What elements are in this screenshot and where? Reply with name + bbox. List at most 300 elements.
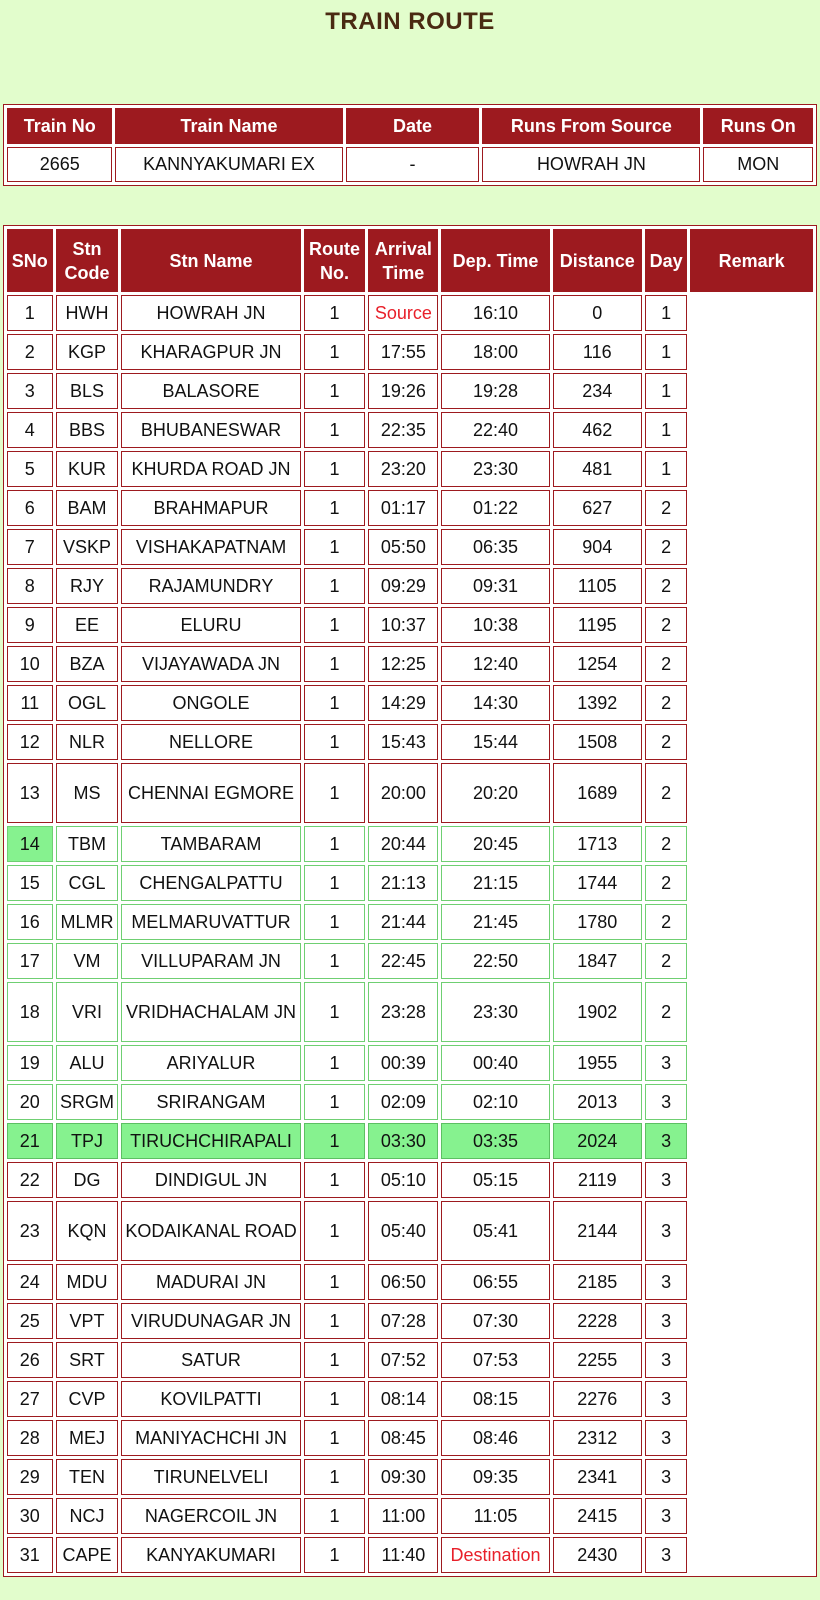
stn-code-cell: BZA	[56, 646, 119, 682]
day-cell: 1	[645, 334, 688, 370]
distance-cell: 2255	[553, 1342, 642, 1378]
arrival-time-cell: 05:40	[368, 1201, 438, 1261]
remark-cell	[690, 529, 813, 565]
stn-code-cell: KUR	[56, 451, 119, 487]
sno-cell: 1	[7, 295, 53, 331]
dep-time-cell: 16:10	[441, 295, 549, 331]
route-no-cell: 1	[304, 1084, 366, 1120]
distance-cell: 116	[553, 334, 642, 370]
stn-code-cell: TBM	[56, 826, 119, 862]
distance-cell: 2228	[553, 1303, 642, 1339]
remark-cell	[690, 982, 813, 1042]
arrival-time-cell: 15:43	[368, 724, 438, 760]
table-row	[7, 334, 813, 370]
train-no-value: 2665	[7, 147, 112, 182]
stn-name-cell: CHENNAI EGMORE	[121, 763, 300, 823]
stn-name-cell: KANYAKUMARI	[121, 1537, 300, 1573]
arrival-time-cell: 09:30	[368, 1459, 438, 1495]
stn-code-cell: BBS	[56, 412, 119, 448]
route-no-header: Route No.	[304, 229, 366, 292]
route-no-cell: 1	[304, 295, 366, 331]
sno-cell: 29	[7, 1459, 53, 1495]
table-row	[7, 1303, 813, 1339]
sno-cell: 30	[7, 1498, 53, 1534]
sno-cell: 23	[7, 1201, 53, 1261]
day-cell: 2	[645, 904, 688, 940]
stn-code-cell: KQN	[56, 1201, 119, 1261]
remark-cell	[690, 943, 813, 979]
arrival-time-cell: 14:29	[368, 685, 438, 721]
stn-name-cell: KHURDA ROAD JN	[121, 451, 300, 487]
table-row	[7, 865, 813, 901]
stn-code-header: Stn Code	[56, 229, 119, 292]
dep-time-cell: 15:44	[441, 724, 549, 760]
stn-name-cell: TAMBARAM	[121, 826, 300, 862]
day-cell: 3	[645, 1459, 688, 1495]
arrival-time-cell: 00:39	[368, 1045, 438, 1081]
distance-cell: 1105	[553, 568, 642, 604]
dep-time-cell: 23:30	[441, 982, 549, 1042]
distance-cell: 2276	[553, 1381, 642, 1417]
stn-code-cell: MS	[56, 763, 119, 823]
dep-time-cell: 11:05	[441, 1498, 549, 1534]
arrival-time-cell: 06:50	[368, 1264, 438, 1300]
route-no-cell: 1	[304, 1162, 366, 1198]
stn-name-cell: NAGERCOIL JN	[121, 1498, 300, 1534]
arrival-time-cell: 10:37	[368, 607, 438, 643]
day-cell: 2	[645, 490, 688, 526]
stn-code-cell: MEJ	[56, 1420, 119, 1456]
table-row	[7, 1537, 813, 1573]
route-no-cell: 1	[304, 607, 366, 643]
arrival-time-cell: 19:26	[368, 373, 438, 409]
arrival-time-cell: 20:00	[368, 763, 438, 823]
arrival-time-cell: 11:00	[368, 1498, 438, 1534]
day-cell: 3	[645, 1162, 688, 1198]
stn-name-cell: SRIRANGAM	[121, 1084, 300, 1120]
distance-header: Distance	[553, 229, 642, 292]
stn-name-cell: TIRUCHCHIRAPALI	[121, 1123, 300, 1159]
remark-cell	[690, 763, 813, 823]
dep-time-cell: 05:15	[441, 1162, 549, 1198]
distance-cell: 2024	[553, 1123, 642, 1159]
distance-cell: 1744	[553, 865, 642, 901]
dep-time-cell: 10:38	[441, 607, 549, 643]
dep-time-cell: 07:30	[441, 1303, 549, 1339]
day-cell: 2	[645, 943, 688, 979]
date-value: -	[346, 147, 480, 182]
stn-name-cell: VIJAYAWADA JN	[121, 646, 300, 682]
runs-on-header: Runs On	[703, 108, 813, 144]
remark-cell	[690, 724, 813, 760]
sno-header: SNo	[7, 229, 53, 292]
train-name-header: Train Name	[115, 108, 342, 144]
dep-time-cell: 14:30	[441, 685, 549, 721]
dep-time-cell: 09:35	[441, 1459, 549, 1495]
dep-time-cell: 00:40	[441, 1045, 549, 1081]
day-cell: 3	[645, 1342, 688, 1378]
stn-code-cell: VSKP	[56, 529, 119, 565]
dep-time-cell: 20:20	[441, 763, 549, 823]
table-row	[7, 646, 813, 682]
stn-code-cell: VPT	[56, 1303, 119, 1339]
sno-cell: 11	[7, 685, 53, 721]
arrival-time-cell: 20:44	[368, 826, 438, 862]
day-cell: 2	[645, 826, 688, 862]
distance-cell: 627	[553, 490, 642, 526]
sno-cell: 8	[7, 568, 53, 604]
day-cell: 3	[645, 1498, 688, 1534]
distance-cell: 1689	[553, 763, 642, 823]
dep-time-cell: 19:28	[441, 373, 549, 409]
day-cell: 3	[645, 1381, 688, 1417]
sno-cell: 13	[7, 763, 53, 823]
runs-on-value: MON	[703, 147, 813, 182]
remark-cell	[690, 1342, 813, 1378]
stn-code-cell: BLS	[56, 373, 119, 409]
table-row	[7, 685, 813, 721]
sno-cell: 18	[7, 982, 53, 1042]
distance-cell: 2185	[553, 1264, 642, 1300]
stn-name-cell: KOVILPATTI	[121, 1381, 300, 1417]
table-row	[7, 451, 813, 487]
dep-time-cell: 23:30	[441, 451, 549, 487]
remark-cell	[690, 865, 813, 901]
page-title: TRAIN ROUTE	[325, 8, 495, 35]
runs-from-source-header: Runs From Source	[482, 108, 700, 144]
stn-name-cell: MANIYACHCHI JN	[121, 1420, 300, 1456]
arrival-time-cell: 11:40	[368, 1537, 438, 1573]
day-cell: 2	[645, 607, 688, 643]
stn-name-cell: ARIYALUR	[121, 1045, 300, 1081]
stn-name-cell: BRAHMAPUR	[121, 490, 300, 526]
arrival-time-cell: 07:52	[368, 1342, 438, 1378]
distance-cell: 2144	[553, 1201, 642, 1261]
day-cell: 2	[645, 685, 688, 721]
arrival-time-cell: 03:30	[368, 1123, 438, 1159]
day-cell: 2	[645, 568, 688, 604]
day-cell: 3	[645, 1045, 688, 1081]
day-cell: 3	[645, 1123, 688, 1159]
remark-cell	[690, 451, 813, 487]
stn-code-cell: CGL	[56, 865, 119, 901]
route-no-cell: 1	[304, 982, 366, 1042]
stn-code-cell: SRGM	[56, 1084, 119, 1120]
dep-time-cell: 01:22	[441, 490, 549, 526]
stn-name-cell: HOWRAH JN	[121, 295, 300, 331]
table-row	[7, 1459, 813, 1495]
route-no-cell: 1	[304, 724, 366, 760]
route-no-cell: 1	[304, 1537, 366, 1573]
table-row	[7, 1084, 813, 1120]
distance-cell: 1780	[553, 904, 642, 940]
distance-cell: 462	[553, 412, 642, 448]
dep-time-cell: Destination	[441, 1537, 549, 1573]
day-header: Day	[645, 229, 688, 292]
route-no-cell: 1	[304, 943, 366, 979]
stn-code-cell: VM	[56, 943, 119, 979]
sno-cell: 21	[7, 1123, 53, 1159]
stn-name-cell: VILLUPARAM JN	[121, 943, 300, 979]
arrival-time-cell: 22:45	[368, 943, 438, 979]
stn-code-cell: HWH	[56, 295, 119, 331]
remark-cell	[690, 1459, 813, 1495]
route-no-cell: 1	[304, 826, 366, 862]
remark-cell	[690, 646, 813, 682]
arrival-time-cell: 17:55	[368, 334, 438, 370]
arrival-time-cell: 23:28	[368, 982, 438, 1042]
stn-name-cell: BALASORE	[121, 373, 300, 409]
sno-cell: 15	[7, 865, 53, 901]
sno-cell: 16	[7, 904, 53, 940]
table-row	[7, 607, 813, 643]
day-cell: 3	[645, 1201, 688, 1261]
arrival-time-cell: 09:29	[368, 568, 438, 604]
stn-code-cell: EE	[56, 607, 119, 643]
table-row	[7, 904, 813, 940]
dep-time-cell: 03:35	[441, 1123, 549, 1159]
table-row	[7, 1264, 813, 1300]
arrival-time-cell: 21:13	[368, 865, 438, 901]
table-row	[7, 529, 813, 565]
remark-cell	[690, 295, 813, 331]
remark-cell	[690, 904, 813, 940]
distance-cell: 2415	[553, 1498, 642, 1534]
day-cell: 1	[645, 412, 688, 448]
stn-code-cell: NCJ	[56, 1498, 119, 1534]
arrival-time-cell: 22:35	[368, 412, 438, 448]
remark-cell	[690, 1162, 813, 1198]
arrival-time-cell: 23:20	[368, 451, 438, 487]
sno-cell: 2	[7, 334, 53, 370]
route-no-cell: 1	[304, 490, 366, 526]
route-no-cell: 1	[304, 1264, 366, 1300]
remark-cell	[690, 826, 813, 862]
route-no-cell: 1	[304, 904, 366, 940]
distance-cell: 1508	[553, 724, 642, 760]
stn-name-cell: CHENGALPATTU	[121, 865, 300, 901]
distance-cell: 2013	[553, 1084, 642, 1120]
stn-name-cell: ONGOLE	[121, 685, 300, 721]
train-no-header: Train No	[7, 108, 112, 144]
arrival-time-cell: 02:09	[368, 1084, 438, 1120]
route-no-cell: 1	[304, 1201, 366, 1261]
dep-time-cell: 20:45	[441, 826, 549, 862]
remark-cell	[690, 1123, 813, 1159]
remark-cell	[690, 1084, 813, 1120]
table-row	[7, 763, 813, 823]
table-row	[7, 826, 813, 862]
dep-time-cell: 22:50	[441, 943, 549, 979]
stn-code-cell: RJY	[56, 568, 119, 604]
dep-time-cell: 21:45	[441, 904, 549, 940]
route-no-cell: 1	[304, 1303, 366, 1339]
table-row	[7, 490, 813, 526]
route-no-cell: 1	[304, 1123, 366, 1159]
distance-cell: 1195	[553, 607, 642, 643]
distance-cell: 1713	[553, 826, 642, 862]
route-no-cell: 1	[304, 1342, 366, 1378]
table-row	[7, 724, 813, 760]
stn-name-cell: RAJAMUNDRY	[121, 568, 300, 604]
table-row	[7, 568, 813, 604]
arrival-time-cell: 01:17	[368, 490, 438, 526]
date-header: Date	[346, 108, 480, 144]
table-row	[7, 1162, 813, 1198]
stn-name-cell: ELURU	[121, 607, 300, 643]
remark-cell	[690, 334, 813, 370]
arrival-time-cell: 07:28	[368, 1303, 438, 1339]
arrival-time-cell: 21:44	[368, 904, 438, 940]
stn-code-cell: KGP	[56, 334, 119, 370]
table-row	[7, 1420, 813, 1456]
route-no-cell: 1	[304, 1420, 366, 1456]
stn-name-cell: VISHAKAPATNAM	[121, 529, 300, 565]
remark-cell	[690, 607, 813, 643]
arrival-time-header: Arrival Time	[368, 229, 438, 292]
stn-code-cell: VRI	[56, 982, 119, 1042]
table-row	[7, 1381, 813, 1417]
distance-cell: 1254	[553, 646, 642, 682]
route-table-body	[7, 295, 813, 1573]
sno-cell: 9	[7, 607, 53, 643]
route-table	[3, 225, 817, 1577]
table-row	[7, 1342, 813, 1378]
route-no-cell: 1	[304, 334, 366, 370]
sno-cell: 24	[7, 1264, 53, 1300]
day-cell: 3	[645, 1084, 688, 1120]
dep-time-cell: 05:41	[441, 1201, 549, 1261]
table-row	[7, 373, 813, 409]
dep-time-cell: 02:10	[441, 1084, 549, 1120]
stn-code-cell: BAM	[56, 490, 119, 526]
sno-cell: 25	[7, 1303, 53, 1339]
sno-cell: 17	[7, 943, 53, 979]
day-cell: 3	[645, 1537, 688, 1573]
day-cell: 2	[645, 763, 688, 823]
route-no-cell: 1	[304, 529, 366, 565]
route-no-cell: 1	[304, 1459, 366, 1495]
remark-cell	[690, 1045, 813, 1081]
route-no-cell: 1	[304, 373, 366, 409]
distance-cell: 1955	[553, 1045, 642, 1081]
day-cell: 3	[645, 1303, 688, 1339]
day-cell: 2	[645, 646, 688, 682]
route-no-cell: 1	[304, 451, 366, 487]
table-row	[7, 1498, 813, 1534]
sno-cell: 12	[7, 724, 53, 760]
distance-cell: 2119	[553, 1162, 642, 1198]
stn-name-cell: MADURAI JN	[121, 1264, 300, 1300]
stn-code-cell: MDU	[56, 1264, 119, 1300]
sno-cell: 26	[7, 1342, 53, 1378]
table-row	[7, 412, 813, 448]
distance-cell: 1392	[553, 685, 642, 721]
day-cell: 1	[645, 451, 688, 487]
stn-code-cell: CVP	[56, 1381, 119, 1417]
remark-cell	[690, 1303, 813, 1339]
day-cell: 2	[645, 982, 688, 1042]
stn-name-cell: KHARAGPUR JN	[121, 334, 300, 370]
day-cell: 2	[645, 529, 688, 565]
stn-code-cell: DG	[56, 1162, 119, 1198]
stn-name-cell: SATUR	[121, 1342, 300, 1378]
stn-code-cell: SRT	[56, 1342, 119, 1378]
arrival-time-cell: 05:10	[368, 1162, 438, 1198]
sno-cell: 19	[7, 1045, 53, 1081]
distance-cell: 2312	[553, 1420, 642, 1456]
table-row	[7, 1201, 813, 1261]
route-no-cell: 1	[304, 646, 366, 682]
sno-cell: 14	[7, 826, 53, 862]
distance-cell: 1847	[553, 943, 642, 979]
dep-time-cell: 06:35	[441, 529, 549, 565]
runs-from-source-value: HOWRAH JN	[482, 147, 700, 182]
remark-cell	[690, 1264, 813, 1300]
remark-cell	[690, 1498, 813, 1534]
stn-name-cell: TIRUNELVELI	[121, 1459, 300, 1495]
remark-cell	[690, 1420, 813, 1456]
stn-code-cell: TEN	[56, 1459, 119, 1495]
day-cell: 1	[645, 373, 688, 409]
stn-name-header: Stn Name	[121, 229, 300, 292]
stn-name-cell: NELLORE	[121, 724, 300, 760]
day-cell: 3	[645, 1420, 688, 1456]
dep-time-cell: 09:31	[441, 568, 549, 604]
dep-time-cell: 21:15	[441, 865, 549, 901]
sno-cell: 31	[7, 1537, 53, 1573]
train-name-value: KANNYAKUMARI EX	[115, 147, 342, 182]
sno-cell: 22	[7, 1162, 53, 1198]
route-no-cell: 1	[304, 1045, 366, 1081]
dep-time-cell: 18:00	[441, 334, 549, 370]
train-info-value-row	[7, 147, 813, 182]
arrival-time-cell: 05:50	[368, 529, 438, 565]
route-no-cell: 1	[304, 568, 366, 604]
day-cell: 1	[645, 295, 688, 331]
remark-cell	[690, 412, 813, 448]
table-row	[7, 295, 813, 331]
arrival-time-cell: 12:25	[368, 646, 438, 682]
distance-cell: 2341	[553, 1459, 642, 1495]
remark-cell	[690, 1537, 813, 1573]
remark-cell	[690, 373, 813, 409]
remark-cell	[690, 1381, 813, 1417]
arrival-time-cell: 08:14	[368, 1381, 438, 1417]
train-info-header-row	[7, 108, 813, 144]
arrival-time-cell: Source	[368, 295, 438, 331]
distance-cell: 2430	[553, 1537, 642, 1573]
day-cell: 3	[645, 1264, 688, 1300]
distance-cell: 481	[553, 451, 642, 487]
distance-cell: 234	[553, 373, 642, 409]
remark-cell	[690, 685, 813, 721]
distance-cell: 1902	[553, 982, 642, 1042]
remark-header: Remark	[690, 229, 813, 292]
route-no-cell: 1	[304, 763, 366, 823]
sno-cell: 4	[7, 412, 53, 448]
route-no-cell: 1	[304, 412, 366, 448]
sno-cell: 27	[7, 1381, 53, 1417]
sno-cell: 7	[7, 529, 53, 565]
stn-code-cell: ALU	[56, 1045, 119, 1081]
sno-cell: 3	[7, 373, 53, 409]
stn-name-cell: BHUBANESWAR	[121, 412, 300, 448]
remark-cell	[690, 568, 813, 604]
stn-name-cell: MELMARUVATTUR	[121, 904, 300, 940]
dep-time-cell: 08:46	[441, 1420, 549, 1456]
dep-time-cell: 22:40	[441, 412, 549, 448]
